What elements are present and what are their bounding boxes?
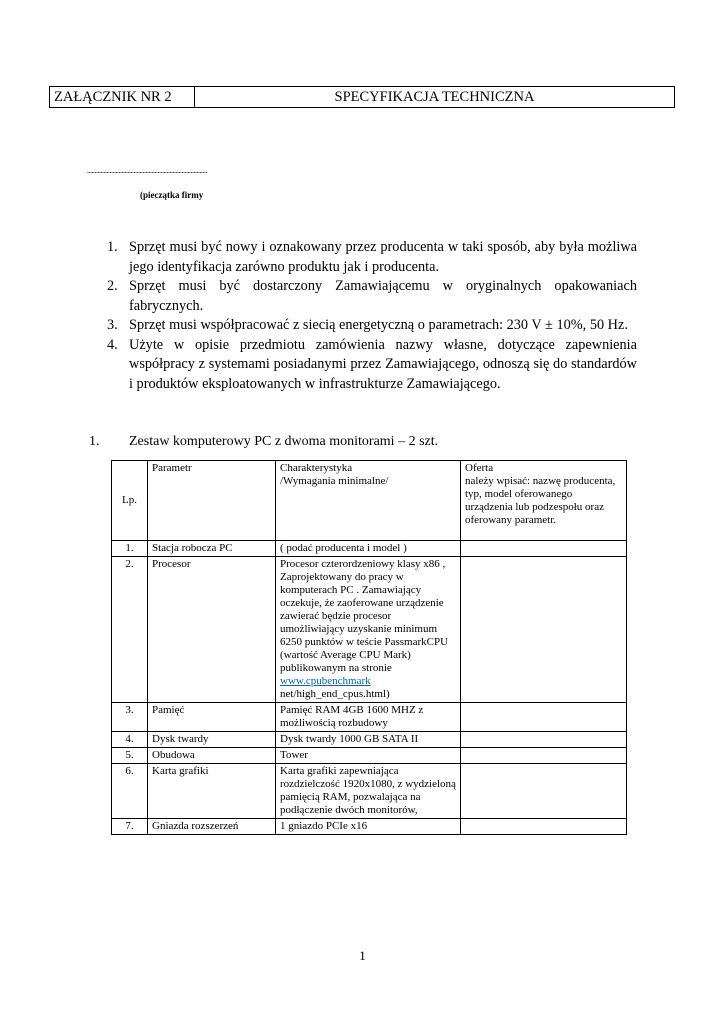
header-param: Parametr [148, 461, 276, 541]
table-row: 1. Stacja robocza PC ( podać producenta i model ) [112, 541, 627, 557]
document-header [49, 86, 675, 108]
stamp-line: ................................................................................ [87, 166, 207, 175]
section-number: 1. [89, 434, 100, 449]
requirement-item: 4. Użyte w opisie przedmiotu zamówienia nazwy własne, dotyczące zapewnienia współpracy z systemami posiadanymi przez Zamawiającego, odnoszą się do standardów i produktów eksploatowanych w infrastrukturze Zamawiającego. [107, 336, 637, 392]
requirement-item: 3. Sprzęt musi współpracować z siecią energetyczną o parametrach: 230 V ± 10%, 50 Hz. [107, 317, 628, 333]
header-lp: Lp. [112, 461, 148, 541]
requirement-item: 1. Sprzęt musi być nowy i oznakowany przez producenta w taki sposób, aby była możliwa jego identyfikacja zarówno produktu jak i producenta. [107, 239, 637, 275]
header-offer: Oferta należy wpisać: nazwę producenta, typ, model oferowanego urządzenia lub podzespołu oraz oferowany parametr. [461, 461, 627, 541]
table-header-row [112, 461, 627, 541]
header-char: Charakterystyka /Wymagania minimalne/ [276, 461, 461, 541]
table-row: 6. Karta grafiki Karta grafiki zapewniająca rozdzielczość 1920x1080, z wydzieloną pamięcią RAM, pozwalająca na podłączenie dwóch monitorów, [112, 764, 627, 819]
offer-cell[interactable] [461, 764, 627, 819]
section-title: Zestaw komputerowy PC z dwoma monitorami – 2 szt. [129, 434, 439, 449]
offer-cell[interactable] [461, 748, 627, 764]
offer-cell[interactable] [461, 557, 627, 703]
stamp-label: (pieczątka firmy [140, 190, 204, 200]
table-row: 4. Dysk twardy Dysk twardy 1000 GB SATA II [112, 732, 627, 748]
offer-cell[interactable] [461, 541, 627, 557]
table-row: 3. Pamięć Pamięć RAM 4GB 1600 MHZ z możliwością rozbudowy [112, 703, 627, 732]
document-title: SPECYFIKACJA TECHNICZNA [334, 89, 535, 105]
offer-cell[interactable] [461, 732, 627, 748]
offer-cell[interactable] [461, 703, 627, 732]
requirement-item: 2. Sprzęt musi być dostarczony Zamawiającemu w oryginalnych opakowaniach fabrycznych. [107, 278, 637, 314]
table-row: 2. Procesor Procesor czterordzeniowy klasy x86 , Zaprojektowany do pracy w komputerach PC . Zamawiający oczekuje, że zaoferowane urządzenie zawierać będzie procesor umożliwiający uzyskanie minimum 6250 punktów w teście PassmarkCPU (wartość Average CPU Mark) publikowanym na stronie www.cpubenchmark net/high_end_cpus.html) [112, 557, 627, 703]
page-number: 1 [359, 948, 366, 963]
cpubenchmark-link[interactable]: www.cpubenchmark [280, 675, 371, 687]
attachment-number: ZAŁĄCZNIK NR 2 [50, 87, 195, 107]
table-row: 5. Obudowa Tower [112, 748, 627, 764]
spec-table [111, 460, 627, 835]
requirements-list [107, 238, 637, 394]
offer-cell[interactable] [461, 819, 627, 835]
table-row: 7. Gniazda rozszerzeń 1 gniazdo PCIe x16 [112, 819, 627, 835]
